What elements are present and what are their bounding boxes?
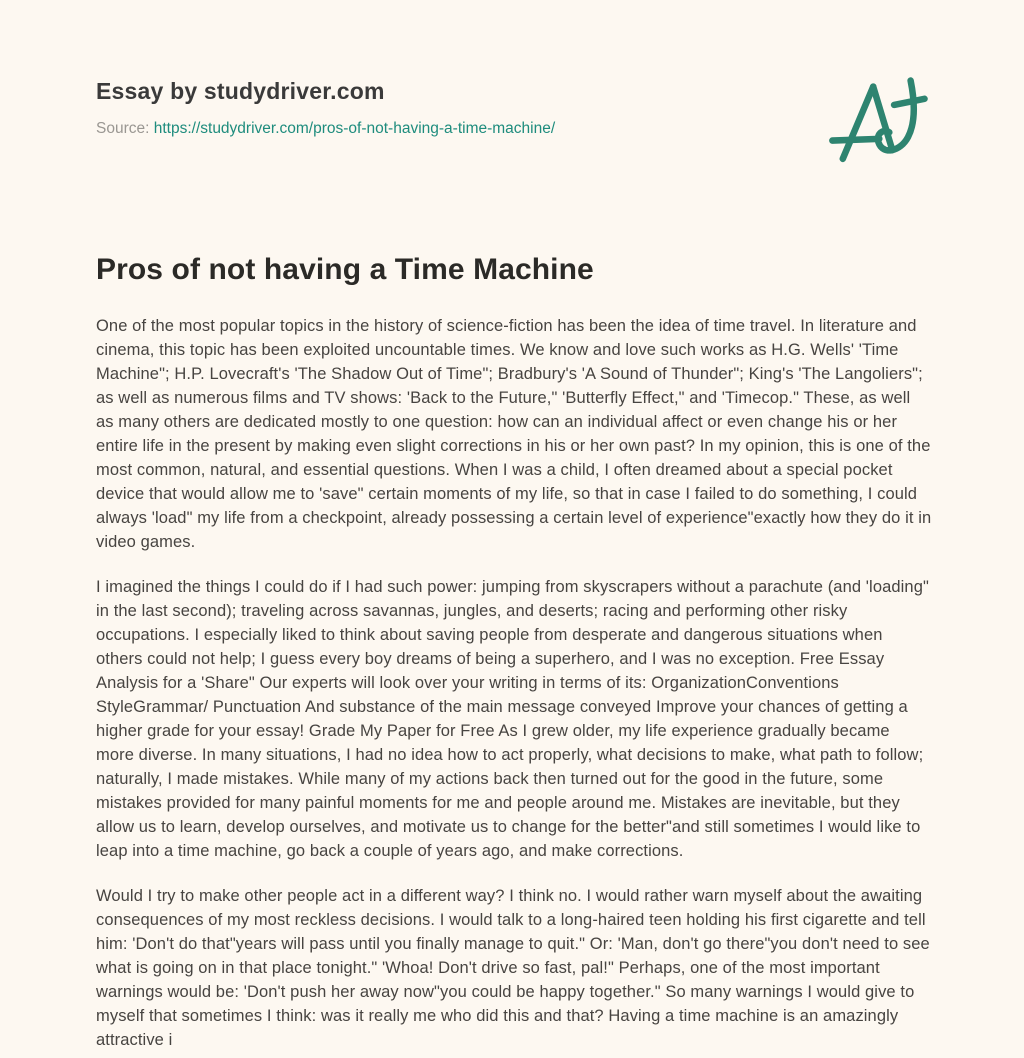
essay-paragraph-1: One of the most popular topics in the history of science-fiction has been the idea of time travel. In literature and cinema, this topic has been exploited uncountable times. We know and love such works as H.G. Wells' 'Time Machine"; H.P. Lovecraft's 'The Shadow Out of Time"; Bradbury's 'A Sound of Thunder"; King's 'The Langoliers"; as well as numerous films and TV shows: 'Back to the Future," 'Butterfly Effect," and 'Timecop." These, as well as many others are dedicated mostly to one question: how can an individual affect or even change his or her entire life in the present by making even slight corrections in his or her own past? In my opinion, this is one of the most common, natural, and essential questions. When I was a child, I often dreamed about a special pocket device that would allow me to 'save" certain moments of my life, so that in case I failed to do something, I could always 'load" my life from a checkpoint, already possessing a certain level of experience"exactly how they do it in video games. xyxy=(96,317,932,551)
a-plus-logo-icon xyxy=(828,72,928,170)
essay-article xyxy=(0,252,1024,1052)
source-url-link[interactable]: https://studydriver.com/pros-of-not-having-a-time-machine/ xyxy=(153,120,556,137)
essay-paragraph-2: I imagined the things I could do if I had such power: jumping from skyscrapers without a parachute (and 'loading" in the last second); traveling across savannas, jungles, and deserts; racing and performing other risky occupations. I especially liked to think about saving people from desperate and dangerous situations when others could not help; I guess every boy dreams of being a superhero, and I was no exception. Free Essay Analysis for a 'Share" Our experts will look over your writing in terms of its: OrganizationConventions StyleGrammar/ Punctuation And substance of the main message conveyed Improve your chances of getting a higher grade for your essay! Grade My Paper for Free As I grew older, my life experience gradually became more diverse. In many situations, I had no idea how to act properly, what decisions to make, what path to follow; naturally, I made mistakes. While many of my actions back then turned out for the good in the future, some mistakes provided for many painful moments for me and people around me. Mistakes are inevitable, but they allow us to learn, develop ourselves, and motivate us to change for the better"and still sometimes I would like to leap into a time machine, go back a couple of years ago, and make corrections. xyxy=(96,578,929,860)
site-heading: Essay by studydriver.com xyxy=(96,78,385,104)
essay-paragraph-3: Would I try to make other people act in a different way? I think no. I would rather warn myself about the awaiting consequences of my most reckless decisions. I would talk to a long-haired teen holding his first cigarette and tell him: 'Don't do that"years will pass until you finally manage to quit." Or: 'Man, don't go there"you don't need to see what is going on in that place tonight." 'Whoa! Don't drive so fast, pal!" Perhaps, one of the most important warnings would be: 'Don't push her away now"you could be happy together." So many warnings I would give to myself that sometimes I think: was it really me who did this and that? Having a time machine is an amazingly attractive i xyxy=(96,887,930,1049)
essay-title: Pros of not having a Time Machine xyxy=(96,253,594,286)
page-header xyxy=(0,0,1024,138)
source-line xyxy=(96,120,928,138)
source-label: Source: xyxy=(96,120,150,137)
